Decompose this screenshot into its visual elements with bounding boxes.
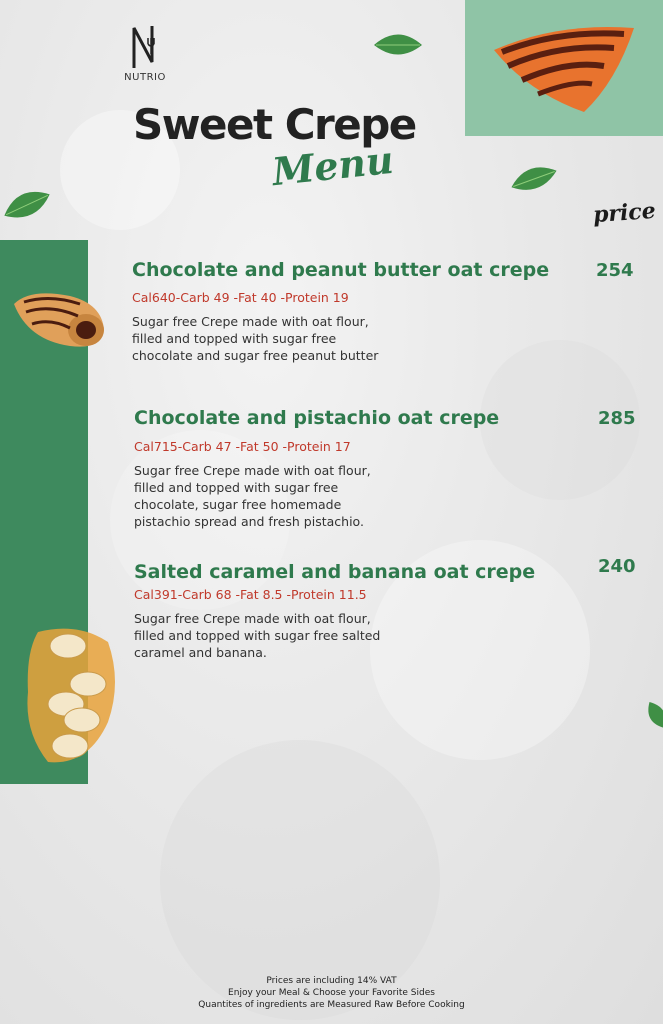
item-name: Chocolate and pistachio oat crepe <box>134 407 500 429</box>
footer-enjoy-note: Enjoy your Meal & Choose your Favorite Sides <box>228 988 435 998</box>
leaf-icon <box>504 156 563 202</box>
item-price: 254 <box>596 260 634 281</box>
price-column-header: price <box>592 197 657 229</box>
rolled-crepe-image <box>10 284 108 352</box>
banana-splash-image <box>18 622 128 770</box>
item-price: 240 <box>598 556 636 577</box>
item-price: 285 <box>598 408 636 429</box>
item-description: Sugar free Crepe made with oat flour, filled and topped with sugar free salted caramel and banana. <box>134 611 381 660</box>
leaf-icon <box>372 30 424 60</box>
item-name: Salted caramel and banana oat crepe <box>134 561 536 583</box>
menu-footer <box>0 975 663 1011</box>
nutrio-logo-icon <box>131 24 159 70</box>
item-description: Sugar free Crepe made with oat flour, filled and topped with sugar free chocolate and sugar free peanut butter <box>132 314 379 363</box>
leaf-icon <box>0 178 59 232</box>
item-nutrition: Cal715-Carb 47 -Fat 50 -Protein 17 <box>134 439 351 454</box>
item-name: Chocolate and peanut butter oat crepe <box>132 259 550 281</box>
leaf-icon <box>639 695 663 735</box>
crepe-image <box>488 22 638 118</box>
item-nutrition: Cal640-Carb 49 -Fat 40 -Protein 19 <box>132 290 349 305</box>
item-description: Sugar free Crepe made with oat flour, filled and topped with sugar free chocolate, sugar free homemade pistachio spread and fresh pistachio. <box>134 463 371 529</box>
footer-quantities-note: Quantites of ingredients are Measured Raw Before Cooking <box>198 1000 465 1010</box>
menu-title: Sweet Crepe <box>133 100 416 149</box>
menu-subtitle: Menu <box>269 136 396 195</box>
footer-vat-note: Prices are including 14% VAT <box>266 976 397 986</box>
brand-name: NUTRIO <box>124 72 166 83</box>
brand-logo <box>118 24 172 83</box>
item-nutrition: Cal391-Carb 68 -Fat 8.5 -Protein 11.5 <box>134 587 367 602</box>
